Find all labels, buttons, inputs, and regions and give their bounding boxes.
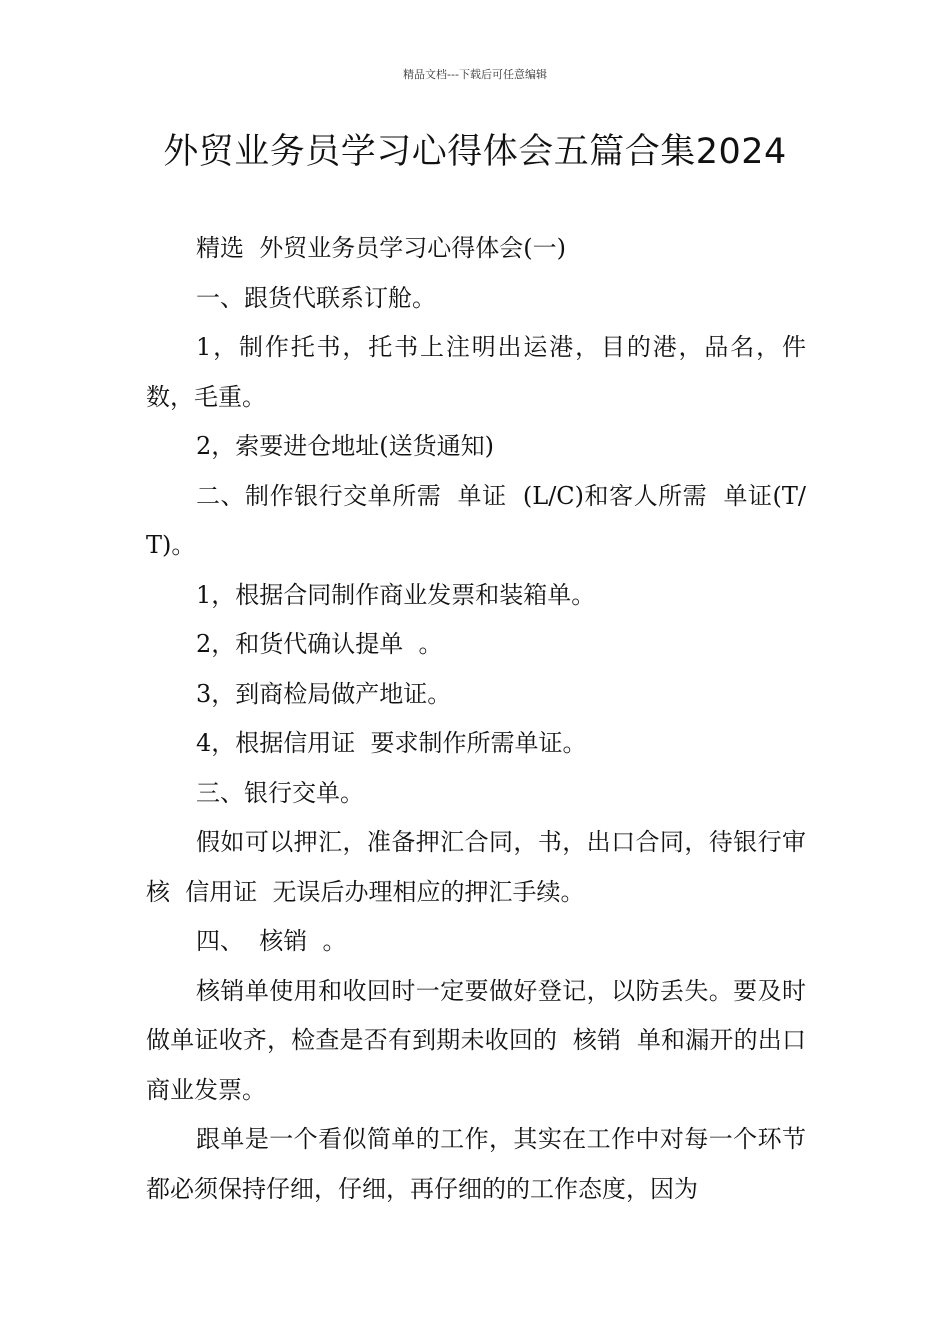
document-title: 外贸业务员学习心得体会五篇合集2024 <box>163 132 787 172</box>
step-heading-1: 一、跟货代联系订舱。 <box>196 283 436 312</box>
step-heading-2: 二、制作银行交单所需 单证 (L/C)和客人所需 单证(T/T)。 <box>146 481 806 559</box>
section-heading: 精选 外贸业务员学习心得体会(一) <box>196 234 566 262</box>
paragraph: 核销单使用和收回时一定要做好登记，以防丢失。要及时做单证收齐，检查是否有到期未收回的 核销 单和漏开的出口商业发票。 <box>146 976 806 1104</box>
step-heading-3: 三、银行交单。 <box>196 778 364 807</box>
paragraph: 2，和货代确认提单 。 <box>196 630 443 658</box>
paragraph: 3，到商检局做产地证。 <box>196 679 452 708</box>
paragraph: 假如可以押汇，准备押汇合同，书，出口合同，待银行审核 信用证 无误后办理相应的押汇手续。 <box>146 828 806 906</box>
paragraph: 2，索要进仓地址(送货通知) <box>196 432 494 460</box>
paragraph: 1，制作托书，托书上注明出运港，目的港，品名，件数，毛重。 <box>146 333 806 411</box>
page-header-note: 精品文档---下载后可任意编辑 <box>403 68 547 81</box>
step-heading-4: 四、 核销 。 <box>196 927 347 955</box>
paragraph: 1，根据合同制作商业发票和装箱单。 <box>196 580 596 609</box>
document-body <box>146 224 806 1214</box>
paragraph: 跟单是一个看似简单的工作，其实在工作中对每一个环节都必须保持仔细，仔细，再仔细的的工作态度，因为 <box>146 1125 806 1203</box>
paragraph: 4，根据信用证 要求制作所需单证。 <box>196 729 587 757</box>
